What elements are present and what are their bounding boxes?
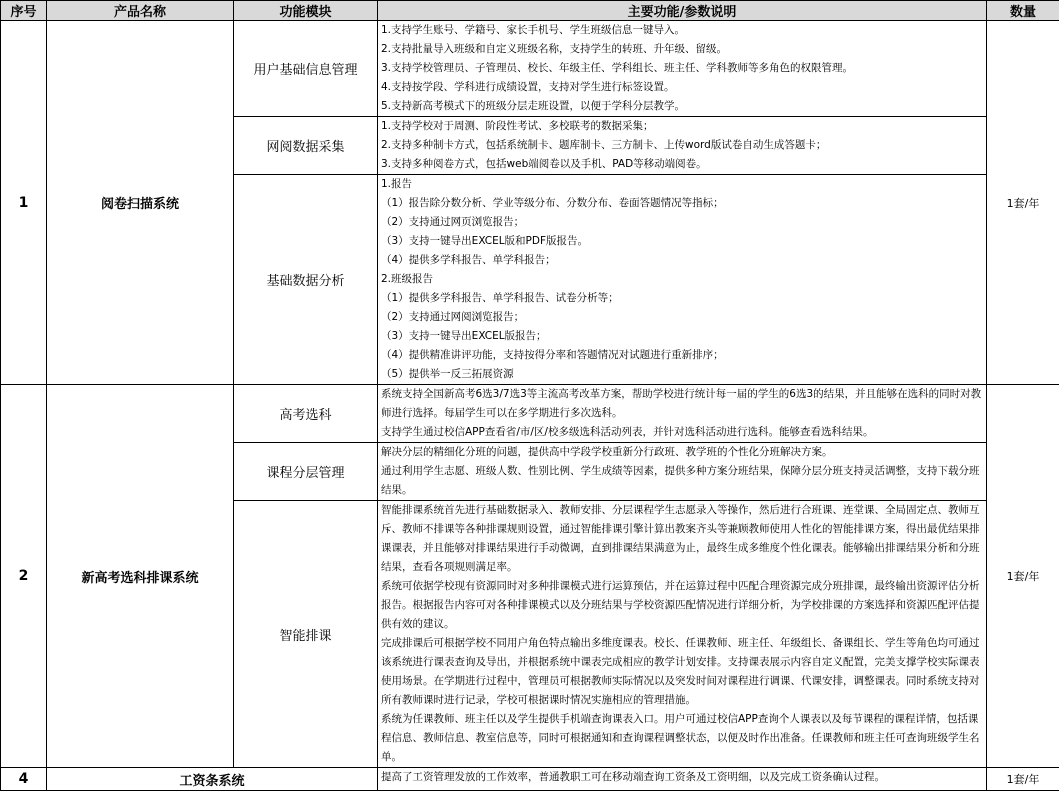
description-paragraph: 完成排课后可根据学校不同用户角色特点输出多维度课表。校长、任课教师、班主任、年级组长、备课组长、学生等角色均可通过该系统进行课表查询及导出，并根据系统中课表完成相应的教学计划安排。支持课表展示内容自定义配置，完美支撑学校实际课表使用场景。在学期进行过程中，管理员可根据教师实际情况以及突发时间对课程进行调课、代课安排，调整课表。同时系统支持对所有教师课时进行记录，学校可根据课时情况实施相应的管理措施。 <box>381 637 980 706</box>
row-index: 2 <box>1 385 47 768</box>
description-line: （5）提供举一反三拓展资源 <box>381 368 514 380</box>
description-line: （2）支持通过网阅浏览报告； <box>381 311 525 323</box>
description-line: 3.支持多种阅卷方式，包括web端阅卷以及手机、PAD等移动端阅卷。 <box>381 158 707 170</box>
description-line: 2.班级报告 <box>381 273 434 285</box>
product-name: 阅卷扫描系统 <box>47 21 234 385</box>
description-paragraph: 系统可依据学校现有资源同时对多种排课模式进行运算预估，并在运算过程中匹配合理资源完成分班排课，最终输出资源评估分析报告。根据报告内容可对各种排课模式以及分班结果与学校资源匹配情况进行详细分析，为学校排课的方案选择和资源匹配评估提供有效的建议。 <box>381 580 980 630</box>
module-name: 智能排课 <box>234 501 378 768</box>
description-line: 1.支持学校对于周测、阶段性考试、多校联考的数据采集； <box>381 120 654 132</box>
header-index: 序号 <box>1 1 47 21</box>
description-line: 1.报告 <box>381 178 413 190</box>
description-line: （4）提供精准讲评功能，支持按得分率和答题情况对试题进行重新排序； <box>381 349 724 361</box>
description-paragraph: 系统支持全国新高考6选3/7选3等主流高考改革方案，帮助学校进行统计每一届的学生的6选3的结果，并且能够在选科的同时对教师进行选择。每届学生可以在多学期进行多次选科。 <box>381 388 982 419</box>
header-product: 产品名称 <box>47 1 234 21</box>
module-name: 网阅数据采集 <box>234 117 378 175</box>
description-line: 1.支持学生账号、学籍号、家长手机号、学生班级信息一键导入。 <box>381 24 686 36</box>
description-line: （1）提供多学科报告、单学科报告、试卷分析等； <box>381 292 619 304</box>
product-name: 新高考选科排课系统 <box>47 385 234 768</box>
description-line: （3）支持一键导出EXCEL版和PDF版报告。 <box>381 235 589 247</box>
quantity: 1套/年 <box>987 385 1059 768</box>
description-line: （4）提供多学科报告、单学科报告； <box>381 254 556 266</box>
description-line: 2.支持多种制卡方式，包括系统制卡、题库制卡、三方制卡、上传word版试卷自动生成答题卡； <box>381 139 827 151</box>
row-index: 1 <box>1 21 47 385</box>
module-description <box>378 443 987 501</box>
description-paragraph: 解决分层的精细化分班的问题，提供高中学段学校重新分行政班、教学班的个性化分班解决方案。 <box>381 446 833 458</box>
header-module: 功能模块 <box>234 1 378 21</box>
description-line: 4.支持按学段、学科进行成绩设置，支持对学生进行标签设置。 <box>381 81 675 93</box>
description-line: 提高了工资管理发放的工作效率，普通教职工可在移动端查询工资条及工资明细，以及完成工资条确认过程。 <box>381 771 885 783</box>
description-line: （2）支持通过网页浏览报告； <box>381 216 525 228</box>
quantity: 1套/年 <box>987 21 1059 385</box>
table-row <box>1 768 1059 791</box>
description-line: 5.支持新高考模式下的班级分层走班设置，以便于学科分层教学。 <box>381 100 686 112</box>
table-row <box>1 385 1059 443</box>
description-paragraph: 系统为任课教师、班主任以及学生提供手机端查询课表入口。用户可通过校信APP查询个人课表以及每节课程的课程详情，包括课程信息、教师信息、教室信息等，同时可根据通知和查询课程调整状态，以便及时作出准备。任课教师和班主任可查询班级学生名单。 <box>381 713 980 763</box>
header-description: 主要功能/参数说明 <box>378 1 987 21</box>
table-row <box>1 21 1059 117</box>
description-line: 2.支持批量导入班级和自定义班级名称，支持学生的转班、升年级、留级。 <box>381 43 728 55</box>
module-name: 课程分层管理 <box>234 443 378 501</box>
description-line: 3.支持学校管理员、子管理员、校长、年级主任、学科组长、班主任、学科教师等多角色的权限管理。 <box>381 62 854 74</box>
module-description <box>378 175 987 385</box>
header-row <box>1 1 1059 21</box>
description-paragraph: 通过利用学生志愿、班级人数、性别比例、学生成绩等因素，提供多种方案分班结果，保障分层分班支持灵活调整，支持下载分班结果。 <box>381 465 980 496</box>
row-index: 4 <box>1 768 47 791</box>
module-description <box>378 117 987 175</box>
module-name: 基础数据分析 <box>234 175 378 385</box>
header-quantity: 数量 <box>987 1 1059 21</box>
module-description <box>378 21 987 117</box>
module-name: 用户基础信息管理 <box>234 21 378 117</box>
product-name: 工资条系统 <box>47 768 378 791</box>
module-description <box>378 768 987 791</box>
module-description <box>378 385 987 443</box>
description-line: （1）报告除分数分析、学业等级分布、分数分布、卷面答题情况等指标； <box>381 197 724 209</box>
description-line: （3）支持一键导出EXCEL版报告； <box>381 330 547 342</box>
description-paragraph: 支持学生通过校信APP查看省/市/区/校多级选科活动列表，并针对选科活动进行选科。能够查看选科结果。 <box>381 426 874 438</box>
module-name: 高考选科 <box>234 385 378 443</box>
quantity: 1套/年 <box>987 768 1059 791</box>
module-description <box>378 501 987 768</box>
description-paragraph: 智能排课系统首先进行基础数据录入、教师安排、分层课程学生志愿录入等操作，然后进行合班课、连堂课、全局固定点、教师互斥、教师不排课等各种排课规则设置，通过智能排课引擎计算出教案齐头等兼顾教师使用人性化的智能排课方案，得出最优结果排课课表，并且能够对排课结果进行手动微调，直到排课结果满意为止，最终生成多维度个性化课表。能够输出排课结果分析和分班结果，查看各项规则满足率。 <box>381 504 980 573</box>
